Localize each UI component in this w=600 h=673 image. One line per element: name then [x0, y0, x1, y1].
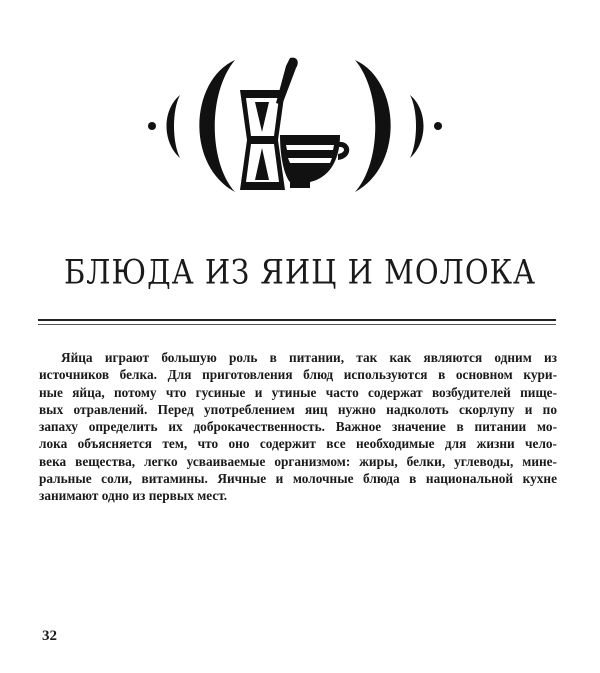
text-line: занимают одно из первых мест. [39, 488, 228, 504]
right-dot-ornament [434, 122, 442, 130]
text-line: ные яйца, потому что гусиные и утиные часто содержат возбудителей пище- [39, 384, 557, 400]
left-dot-ornament [148, 122, 156, 130]
pestle-icon [276, 58, 298, 105]
bowl-icon [280, 135, 349, 188]
text-line: лока объясняется тем, что оно содержит все необходимые для жизни чело- [39, 436, 557, 452]
text-line: Яйца играют большую роль в питании, так как являются одним из [61, 350, 557, 365]
mortar-and-bowl-illustration [140, 50, 450, 200]
text-line: века вещества, легко усваиваемые организмом: жиры, белки, углеводы, мине- [39, 453, 557, 469]
title-divider [38, 319, 556, 325]
text-line: ральные соли, витамины. Яичные и молочные блюда в национальной кухне [39, 471, 557, 487]
right-large-crescent [355, 60, 391, 192]
chapter-title: БЛЮДА ИЗ ЯИЦ И МОЛОКА [63, 252, 537, 292]
page-number: 32 [42, 628, 57, 644]
text-line: источников белка. Для приготовления блюд используются в основном кури- [39, 367, 557, 383]
text-line: запаху определить их доброкачественность. Важное значение в питании мо- [39, 419, 557, 435]
right-small-crescent [410, 95, 424, 158]
body-paragraph [39, 349, 557, 505]
text-line: вых отравлений. Перед употреблением яиц нужно надколоть скорлупу и по [39, 401, 557, 417]
left-small-crescent [167, 95, 181, 158]
left-large-crescent [199, 60, 235, 192]
